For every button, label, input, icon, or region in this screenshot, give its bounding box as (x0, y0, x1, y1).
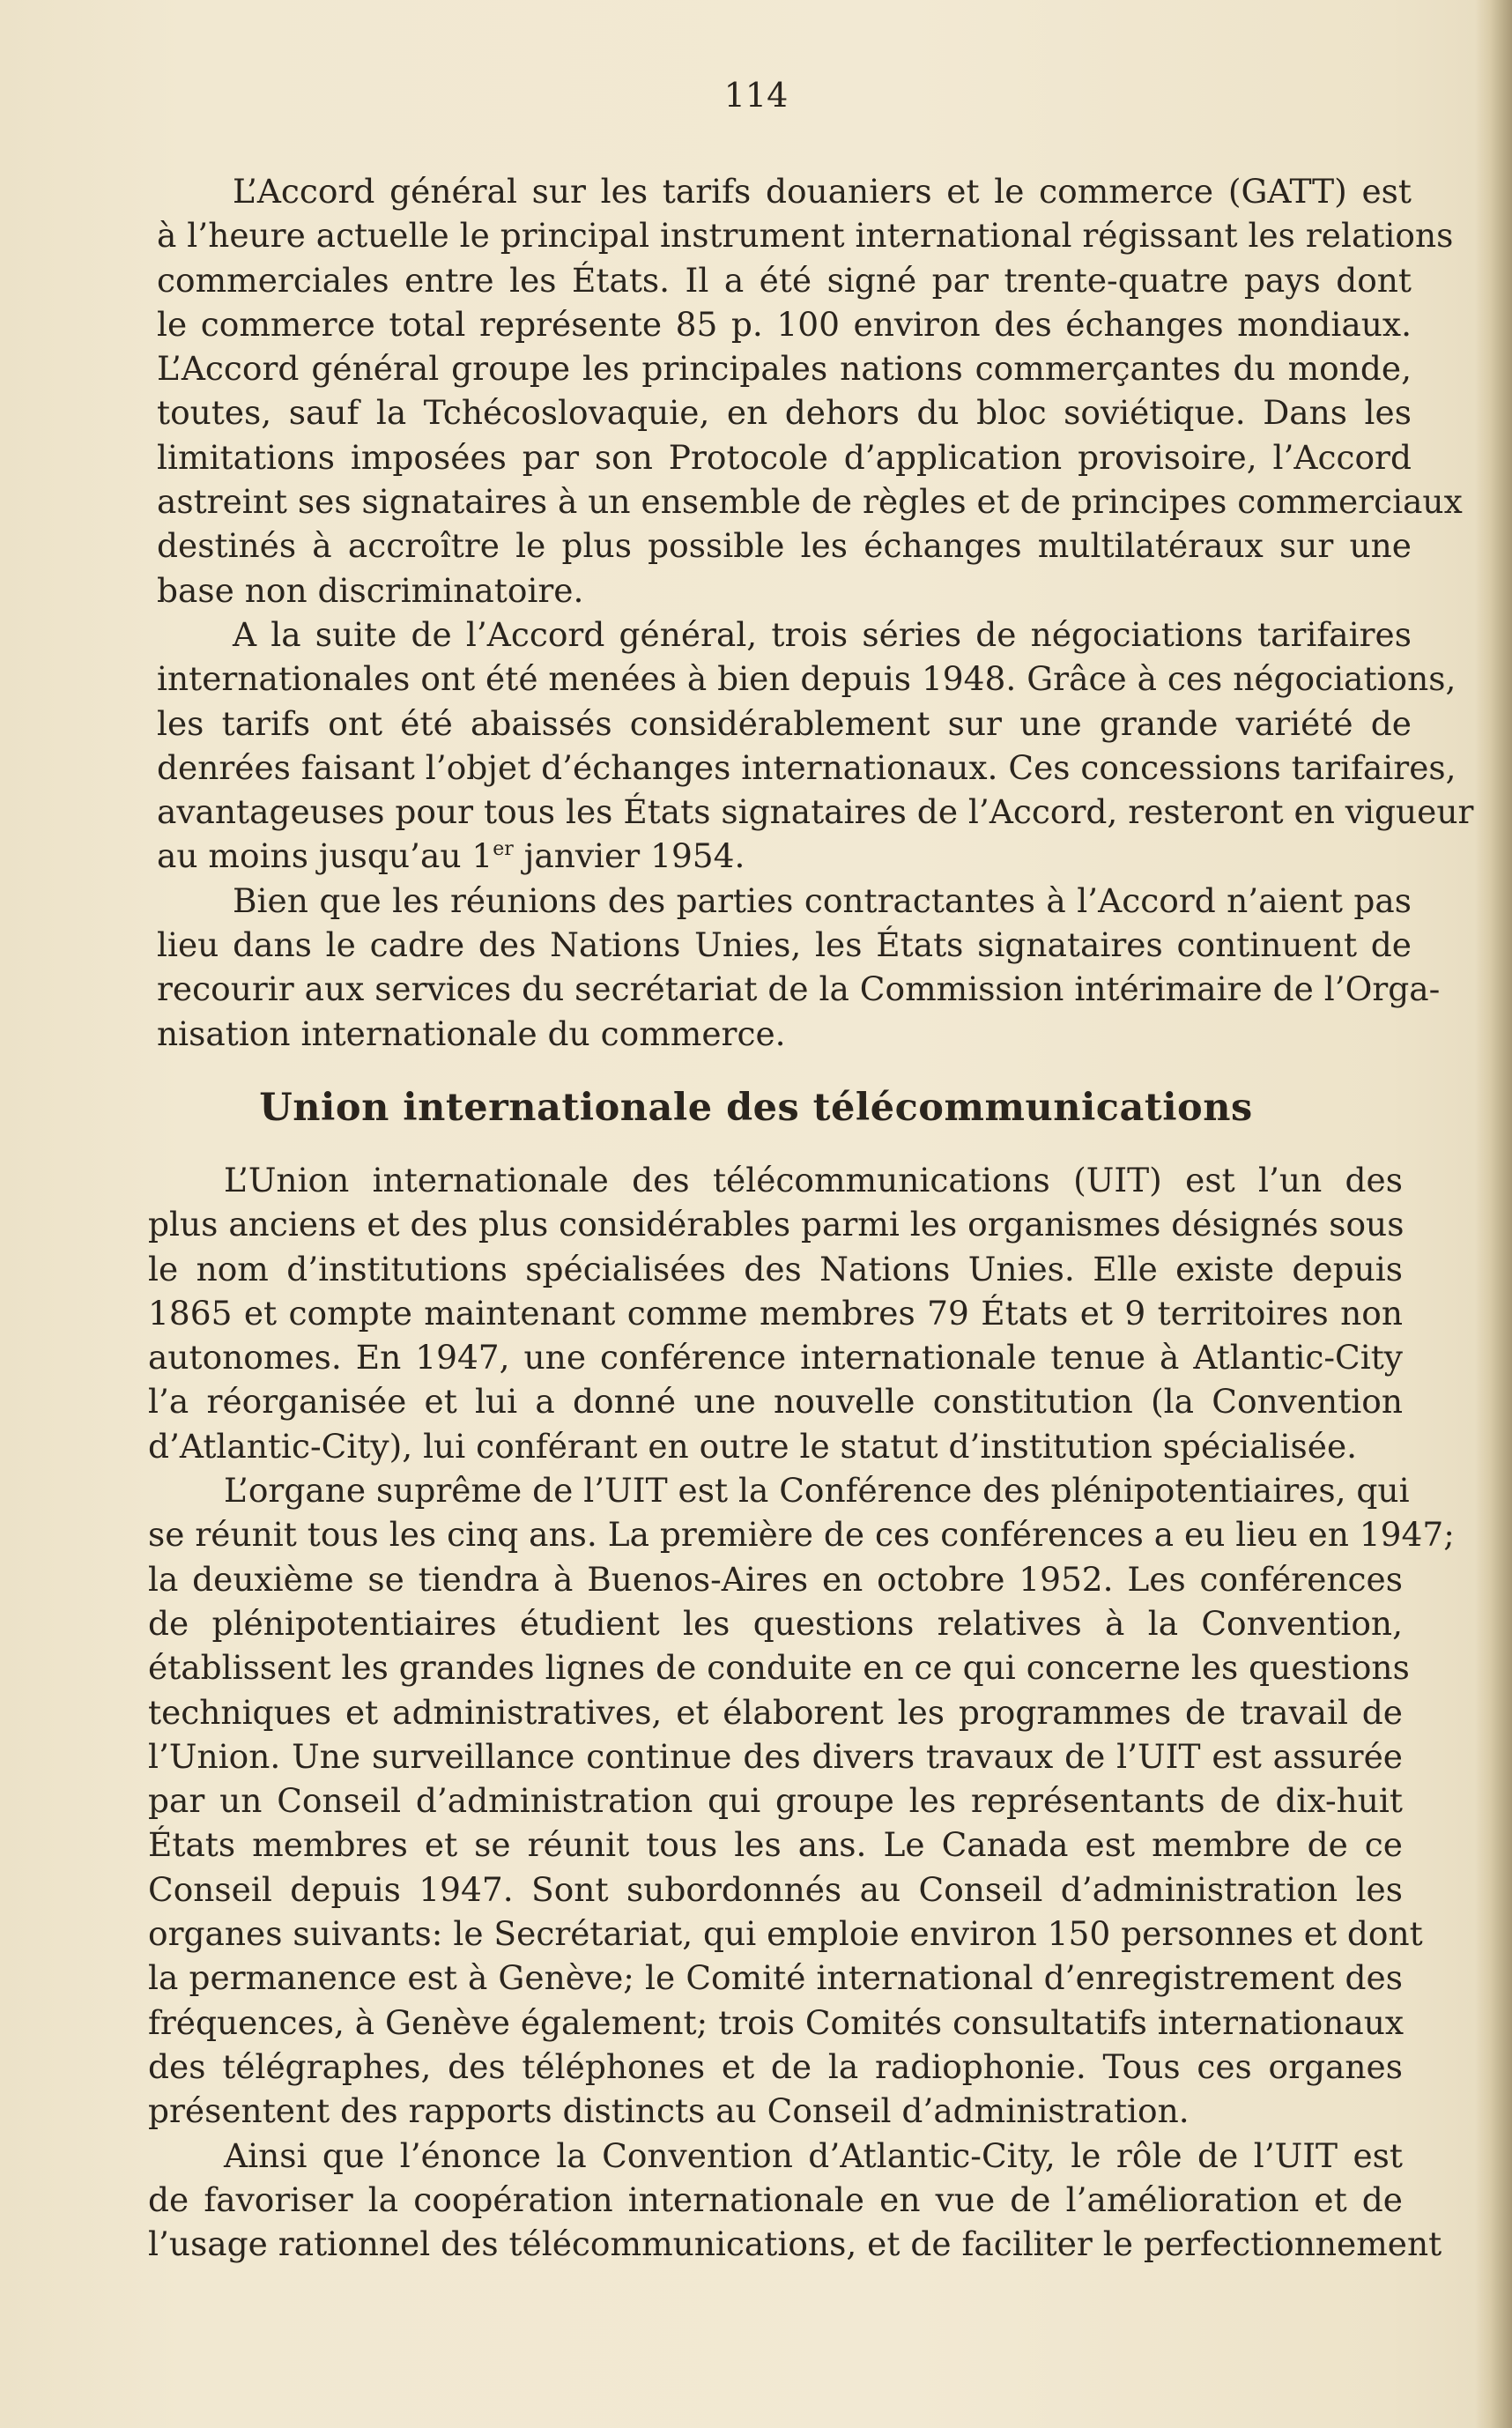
text-line: limitations imposées par son Protocole d’application provisoire, l’Accord (157, 437, 1412, 477)
text-line: le commerce total représente 85 p. 100 environ des échanges mondiaux. (157, 304, 1412, 344)
text-line: internationales ont été menées à bien depuis 1948. Grâce à ces négociations, (157, 659, 1456, 699)
text-line: États membres et se réunit tous les ans. Le Canada est membre de ce (148, 1825, 1403, 1865)
paragraph (157, 613, 1474, 879)
text-line: base non discriminatoire. (157, 570, 584, 610)
text-line: l’usage rationnel des télécommunications, et de faciliter le perfectionnement (148, 2224, 1442, 2264)
text-fragment: au moins jusqu’au 1 (157, 836, 493, 876)
text-line: la deuxième se tiendra à Buenos-Aires en octobre 1952. Les conférences (148, 1559, 1403, 1599)
text-line: Ainsi que l’énonce la Convention d’Atlantic-City, le rôle de l’UIT est (224, 2135, 1403, 2175)
text-line: A la suite de l’Accord général, trois séries de négociations tarifaires (233, 614, 1412, 654)
text-line: astreint ses signataires à un ensemble de règles et de principes commerciaux (157, 482, 1463, 522)
text-line: l’Union. Une surveillance continue des divers travaux de l’UIT est assurée (148, 1736, 1403, 1776)
text-line: 1865 et compte maintenant comme membres 79 États et 9 territoires non (148, 1293, 1403, 1333)
text-fragment: janvier 1954. (513, 836, 745, 876)
text-line: recourir aux services du secrétariat de la Commission intérimaire de l’Orga- (157, 969, 1441, 1009)
text-line: organes suivants: le Secrétariat, qui emploie environ 150 personnes et dont (148, 1914, 1423, 1954)
text-line: établissent les grandes lignes de conduite en ce qui concerne les questions (148, 1648, 1410, 1688)
uit-text-block (148, 1158, 1455, 2266)
text-line: de plénipotentiaires étudient les questions relatives à la Convention, (148, 1603, 1403, 1643)
text-line (157, 834, 1412, 878)
text-line: L’Accord général groupe les principales nations commerçantes du monde, (157, 349, 1412, 389)
text-line: lieu dans le cadre des Nations Unies, les États signataires continuent de (157, 925, 1412, 965)
page-edge-shadow (1475, 0, 1512, 2428)
text-line: avantageuses pour tous les États signataires de l’Accord, resteront en vigueur (157, 792, 1474, 832)
text-line: fréquences, à Genève également; trois Comités consultatifs internationaux (148, 2002, 1405, 2042)
paragraph (148, 1158, 1403, 1468)
text-line: nisation internationale du commerce. (157, 1014, 786, 1053)
text-line: L’Accord général sur les tarifs douaniers et le commerce (GATT) est (233, 172, 1412, 211)
text-line: l’a réorganisée et lui a donné une nouvelle constitution (la Convention (148, 1382, 1403, 1422)
gatt-text-block (157, 169, 1474, 1056)
text-line: autonomes. En 1947, une conférence internationale tenue à Atlantic-City (148, 1338, 1403, 1377)
text-line: par un Conseil d’administration qui groupe les représentants de dix-huit (148, 1781, 1403, 1821)
text-line: destinés à accroître le plus possible les échanges multilatéraux sur une (157, 526, 1412, 566)
text-line: toutes, sauf la Tchécoslovaquie, en dehors du bloc soviétique. Dans les (157, 393, 1412, 433)
text-line: L’Union internationale des télécommunications (UIT) est l’un des (224, 1161, 1403, 1199)
paragraph (148, 1468, 1455, 2133)
text-line: présentent des rapports distincts au Conseil d’administration. (148, 2091, 1190, 2131)
paragraph (157, 169, 1463, 613)
text-line: la permanence est à Genève; le Comité international d’enregistrement des (148, 1958, 1403, 1998)
text-line: techniques et administratives, et élaborent les programmes de travail de (148, 1692, 1403, 1732)
text-line: des télégraphes, des téléphones et de la radiophonie. Tous ces organes (148, 2046, 1403, 2086)
text-line: de favoriser la coopération internationale en vue de l’amélioration et de (148, 2179, 1403, 2219)
paragraph (148, 2134, 1442, 2267)
paragraph (157, 879, 1441, 1056)
text-line: denrées faisant l’objet d’échanges internationaux. Ces concessions tarifaires, (157, 747, 1456, 787)
text-line: Conseil depuis 1947. Sont subordonnés au Conseil d’administration les (148, 1869, 1403, 1909)
text-line: commerciales entre les États. Il a été signé par trente-quatre pays dont (157, 260, 1412, 300)
text-line: à l’heure actuelle le principal instrument international régissant les relations (157, 216, 1454, 256)
text-line: L’organe suprême de l’UIT est la Conférence des plénipotentiaires, qui (224, 1471, 1410, 1511)
text-line: se réunit tous les cinq ans. La première de ces conférences a eu lieu en 1947; (148, 1515, 1455, 1555)
text-line: les tarifs ont été abaissés considérablement sur une grande variété de (157, 703, 1412, 743)
text-line: d’Atlantic-City), lui conférant en outre le statut d’institution spécialisée. (148, 1426, 1358, 1466)
section-heading: Union internationale des télécommunications (259, 1086, 1253, 1130)
text-line: Bien que les réunions des parties contractantes à l’Accord n’aient pas (233, 880, 1412, 920)
superscript: er (493, 838, 514, 861)
text-line: plus anciens et des plus considérables parmi les organismes désignés sous (148, 1205, 1405, 1244)
text-line: le nom d’institutions spécialisées des Nations Unies. Elle existe depuis (148, 1249, 1403, 1288)
page-number: 114 (723, 76, 789, 115)
